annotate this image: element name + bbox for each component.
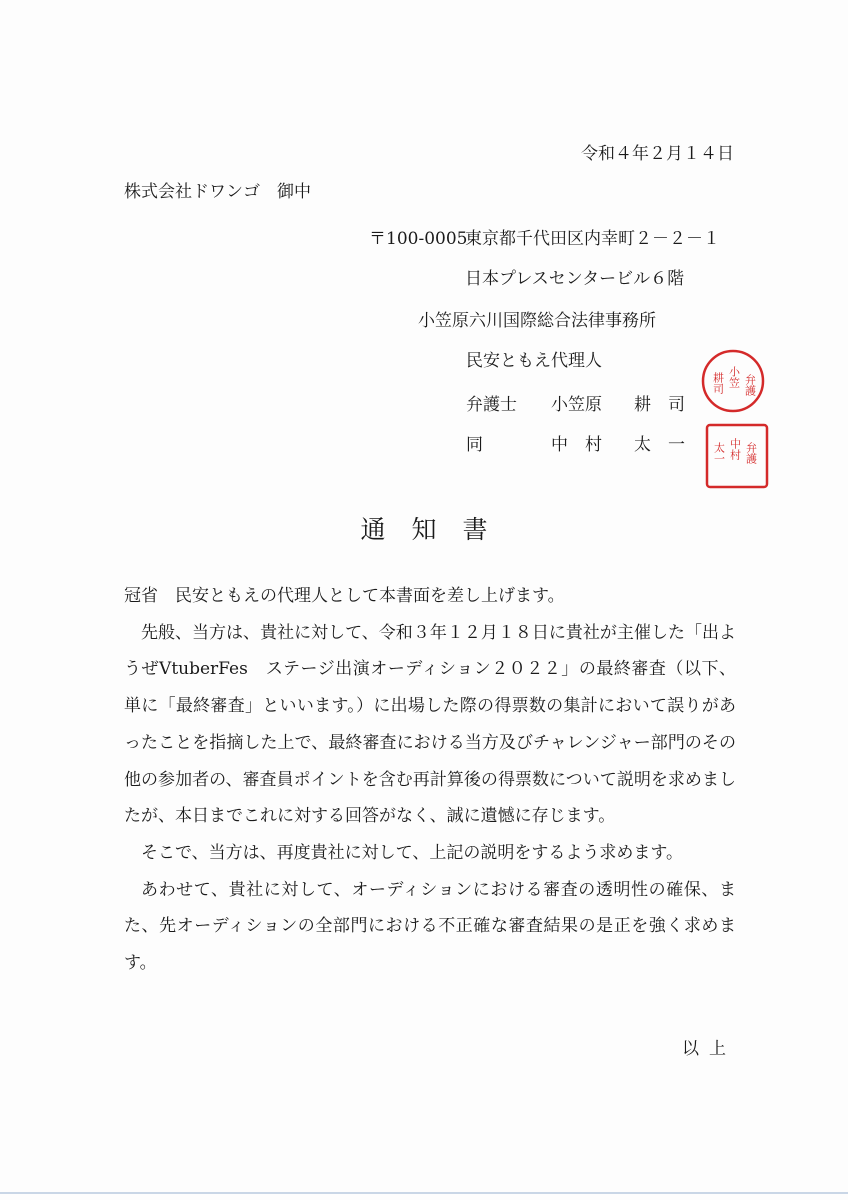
- lawyer-1-surname: 小笠原: [551, 395, 602, 415]
- lawyer-1-role: 弁護士: [466, 395, 517, 415]
- sender-building: 日本プレスセンタービル６階: [465, 269, 685, 289]
- lawyer-1-given-name: 耕 司: [634, 395, 685, 415]
- closing-word: 以上: [682, 1039, 736, 1059]
- document-title: 通知書: [360, 515, 514, 544]
- lawyer-2-seal: [704, 422, 770, 490]
- law-firm-name: 小笠原六川国際総合法律事務所: [418, 311, 656, 331]
- scan-edge: [0, 1192, 848, 1194]
- sender-address: 東京都千代田区内幸町２－２－１: [465, 229, 720, 249]
- svg-text:中村: 中村: [728, 438, 742, 460]
- svg-text:太一: 太一: [712, 442, 726, 464]
- agent-of: 民安ともえ代理人: [466, 351, 602, 371]
- lawyer-2-role: 同: [466, 435, 483, 455]
- addressee: 株式会社ドワンゴ 御中: [124, 182, 311, 202]
- lawyer-1-seal: [700, 348, 766, 414]
- svg-text:小笠: 小笠: [727, 366, 741, 388]
- postal-code: 〒100-0005: [369, 229, 468, 249]
- letter-date: 令和４年２月１４日: [581, 144, 734, 164]
- body-paragraph-1: 先般、当方は、貴社に対して、令和３年１２月１８日に貴社が主催した「出ようぜVtuberFes ステージ出演オーディション２０２２」の最終審査（以下、単に「最終審査」といいます。）に出場した際の得票数の集計において誤りがあったことを指摘した上で、最終審査における当方及びチャレンジャー部門のその他の参加者の、審査員ポイントを含む再計算後の得票数について説明を求めましたが、本日までこれに対する回答がなく、誠に遺憾に存じます。: [124, 622, 736, 827]
- letter-body: [124, 578, 736, 982]
- svg-text:耕司: 耕司: [711, 372, 725, 394]
- body-paragraph-2: そこで、当方は、再度貴社に対して、上記の説明をするよう求めます。: [141, 842, 683, 863]
- lawyer-2-given-name: 太 一: [634, 435, 685, 455]
- body-paragraph-3: あわせて、貴社に対して、オーディションにおける審査の透明性の確保、また、先オーディションの全部門における不正確な審査結果の是正を強く求めます。: [124, 879, 736, 974]
- opening-line: 冠省 民安ともえの代理人として本書面を差し上げます。: [124, 586, 565, 606]
- lawyer-2-surname: 中 村: [551, 435, 602, 455]
- svg-text:弁護: 弁護: [744, 442, 758, 464]
- svg-text:弁護: 弁護: [743, 374, 757, 396]
